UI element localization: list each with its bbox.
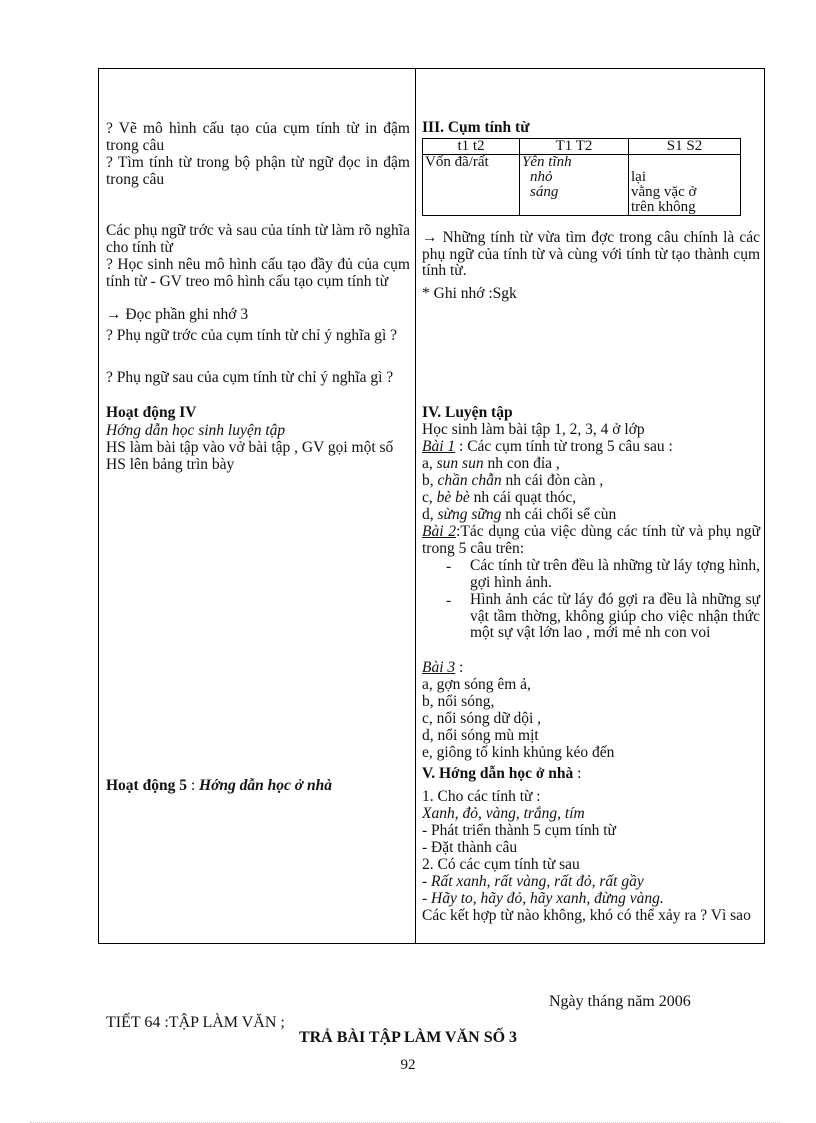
activity-5-sep: : bbox=[186, 777, 200, 794]
conclusion-text bbox=[422, 230, 760, 280]
arrow-icon: → bbox=[422, 229, 438, 246]
list-item: e, giông tố kinh khủng kéo đến bbox=[422, 744, 615, 761]
list-item bbox=[422, 490, 760, 507]
left-read-line bbox=[106, 307, 410, 324]
list-item bbox=[422, 507, 760, 524]
activity-4-text: HS làm bài tập vào vở bài tập , GV gọi một số HS lên bảng trìn bày bbox=[106, 439, 394, 473]
table-cell-center bbox=[520, 155, 629, 216]
left-question-5: ? Phụ ngữ sau của cụm tính từ chỉ ý nghĩa gì ? bbox=[106, 369, 394, 386]
list-item: c, nổi sóng dữ dội , bbox=[422, 710, 542, 727]
table-cell-line: nhỏ bbox=[530, 169, 553, 185]
item-prefix: a, bbox=[422, 455, 437, 472]
exercise-1-label: Bài 1 bbox=[422, 438, 456, 455]
read-note: Đọc phần ghi nhớ 3 bbox=[125, 306, 249, 323]
activity-4-title: Hoạt động IV bbox=[106, 404, 197, 421]
item-rest: nh cái đòn càn , bbox=[501, 472, 604, 489]
left-question-4: ? Phụ ngữ trớc của cụm tính từ chỉ ý nghĩa gì ? bbox=[106, 327, 398, 344]
list-item: Các tính từ trên đều là những từ láy tợng hình, gợi hình ảnh. bbox=[470, 557, 760, 591]
item-em: sừng sững bbox=[437, 506, 502, 523]
adjective-phrase-table bbox=[422, 138, 741, 216]
item-prefix: b, bbox=[422, 472, 438, 489]
section-5-heading bbox=[422, 766, 760, 783]
list-item bbox=[422, 473, 760, 490]
dash-bullet: - bbox=[446, 558, 452, 575]
exercise-2-label: Bài 2 bbox=[422, 523, 457, 540]
exercise-3-heading bbox=[422, 660, 760, 677]
section-5-title: V. Hớng dẫn học ở nhà bbox=[422, 765, 574, 782]
ghi-nho: * Ghi nhớ :Sgk bbox=[422, 285, 517, 302]
section-5-colon: : bbox=[573, 765, 582, 782]
section-4-title: IV. Luyện tập bbox=[422, 404, 513, 421]
homework-1: 1. Cho các tính từ : bbox=[422, 788, 541, 805]
list-item: Hình ảnh các từ láy đó gợi ra đều là những sự vật tầm thờng, không giúp cho việc nhận thức một sự vật lớn lao , mới mẻ nh con voi bbox=[470, 591, 760, 641]
homework-1-words: Xanh, đỏ, vàng, trắng, tím bbox=[422, 805, 585, 822]
exercise-3-label: Bài 3 bbox=[422, 659, 456, 676]
exercise-3-text: : bbox=[455, 659, 464, 676]
left-question-3: ? Học sinh nêu mô hình cấu tạo đầy đủ của cụm tính từ - GV treo mô hình cấu tạo cụm tính từ bbox=[106, 256, 410, 290]
item-prefix: c, bbox=[422, 489, 437, 506]
activity-4-subtitle: Hớng dẫn học sinh luyện tập bbox=[106, 422, 286, 439]
item-em: sun sun bbox=[436, 455, 484, 472]
homework-2: 2. Có các cụm tính từ sau bbox=[422, 856, 580, 873]
left-question-1: ? Vẽ mô hình cấu tạo của cụm tính từ in đậm trong câu bbox=[106, 120, 410, 154]
exercise-2-text: :Tác dụng của việc dùng các tính từ và phụ ngữ trong 5 câu trên: bbox=[422, 523, 760, 557]
list-item: a, gợn sóng êm ả, bbox=[422, 676, 531, 693]
table-cell-line: sáng bbox=[530, 184, 559, 200]
table-cell-line: Yên tĩnh bbox=[522, 154, 572, 170]
table-header: T1 T2 bbox=[520, 139, 629, 155]
exercise-2-heading bbox=[422, 524, 760, 557]
arrow-icon: → bbox=[106, 306, 122, 323]
activity-5-heading bbox=[106, 778, 410, 795]
page-number: 92 bbox=[400, 1057, 416, 1073]
table-cell-post bbox=[629, 155, 741, 216]
list-item: d, nổi sóng mù mịt bbox=[422, 727, 539, 744]
item-rest: nh con đỉa , bbox=[483, 455, 560, 472]
lesson-number: TIẾT 64 :TẬP LÀM VĂN ; bbox=[106, 1014, 285, 1031]
column-divider bbox=[415, 68, 416, 944]
conclusion-body: Những tính từ vừa tìm đợc trong câu chính là các phụ ngữ của tính từ và cùng với tính từ tạo thành cụm tính từ. bbox=[422, 229, 760, 279]
left-question-2: ? Tìm tính từ trong bộ phận từ ngữ đọc in đậm trong câu bbox=[106, 154, 410, 188]
homework-1-a: - Phát triển thành 5 cụm tính từ bbox=[422, 822, 616, 839]
item-rest: nh cái quạt thóc, bbox=[469, 489, 577, 506]
list-item: b, nổi sóng, bbox=[422, 693, 495, 710]
homework-2-a: - Rất xanh, rất vàng, rất đỏ, rất gầy bbox=[422, 873, 644, 890]
section-4-intro: Học sinh làm bài tập 1, 2, 3, 4 ở lớp bbox=[422, 421, 645, 438]
table-header: t1 t2 bbox=[423, 139, 520, 155]
exercise-1-text: : Các cụm tính từ trong 5 câu sau : bbox=[455, 438, 673, 455]
left-paragraph-1: Các phụ ngữ trớc và sau của tính từ làm rõ nghĩa cho tính từ bbox=[106, 222, 410, 256]
table-header: S1 S2 bbox=[629, 139, 741, 155]
exercise-1-heading bbox=[422, 439, 760, 456]
section-3-title: III. Cụm tính từ bbox=[422, 119, 530, 136]
activity-5-title: Hoạt động 5 bbox=[106, 777, 187, 794]
dash-bullet: - bbox=[446, 592, 452, 609]
table-cell-pre: Vốn đã/rất bbox=[423, 155, 520, 216]
item-em: chần chẫn bbox=[437, 472, 502, 489]
homework-1-b: - Đặt thành câu bbox=[422, 839, 518, 856]
table-cell-line: trên không bbox=[631, 199, 696, 215]
list-item bbox=[422, 456, 760, 473]
item-prefix: d, bbox=[422, 506, 438, 523]
date-line: Ngày tháng năm 2006 bbox=[549, 993, 691, 1010]
lesson-title: TRẢ BÀI TẬP LÀM VĂN SỐ 3 bbox=[298, 1029, 518, 1046]
table-cell-line: lại bbox=[631, 169, 646, 185]
item-rest: nh cái chổi sể cùn bbox=[501, 506, 617, 523]
homework-2-b: - Hãy to, hãy đỏ, hãy xanh, đừng vàng. bbox=[422, 890, 664, 907]
table-cell-line: vằng vặc ở bbox=[631, 184, 697, 200]
homework-2-question: Các kết hợp từ nào không, khó có thể xảy ra ? Vì sao bbox=[422, 907, 751, 924]
item-em: bè bè bbox=[436, 489, 470, 506]
activity-5-subtitle: Hớng dẫn học ở nhà bbox=[199, 777, 332, 794]
